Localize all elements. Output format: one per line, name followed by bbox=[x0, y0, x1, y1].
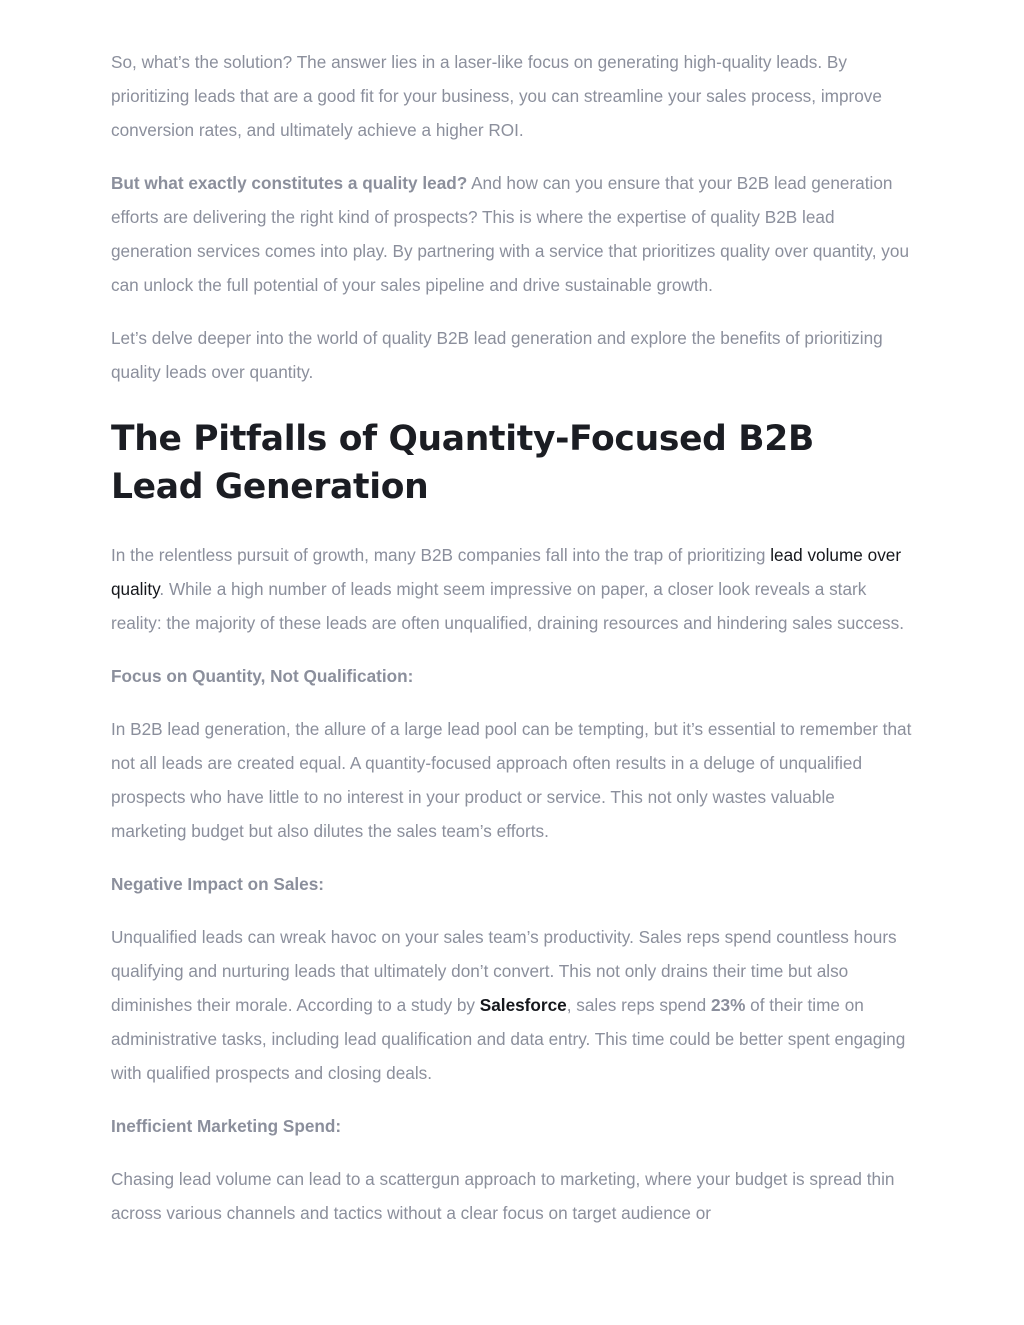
salesforce-link[interactable]: Salesforce bbox=[479, 995, 567, 1015]
section-paragraph-1 bbox=[111, 538, 913, 640]
lead-volume-link[interactable]: lead volume over quality bbox=[111, 545, 902, 599]
subheading-marketing-spend: Inefficient Marketing Spend: bbox=[111, 1116, 342, 1136]
section-paragraph-1-before: In the relentless pursuit of growth, many B2B companies fall into the trap of prioritizing bbox=[111, 545, 771, 565]
section-paragraph-1-after: . While a high number of leads might seem impressive on paper, a closer look reveals a stark reality: the majority of these leads are often unqualified, draining resources and hindering sales success. bbox=[111, 579, 904, 633]
intro-paragraph-2-bold: But what exactly constitutes a quality lead? bbox=[111, 173, 468, 193]
intro-paragraph-1: So, what’s the solution? The answer lies in a laser-like focus on generating high-quality leads. By prioritizing leads that are a good fit for your business, you can streamline your sales process, improve conversion rates, and ultimately achieve a higher ROI. bbox=[111, 52, 882, 140]
intro-paragraph-2-text: And how can you ensure that your B2B lead generation efforts are delivering the right kind of prospects? This is where the expertise of quality B2B lead generation services comes into play. By partnering with a service that prioritizes quality over quantity, you can unlock the full potential of your sales pipeline and drive sustainable growth. bbox=[111, 173, 910, 295]
section-heading: The Pitfalls of Quantity-Focused B2B Lead Generation bbox=[111, 419, 814, 507]
negative-impact-text-before: Unqualified leads can wreak havoc on your sales team’s productivity. Sales reps spend countless hours qualifying and nurturing leads that ultimately don’t convert. This not only drains their time but also diminishes their morale. According to a study by bbox=[111, 927, 897, 1015]
marketing-spend-paragraph: Chasing lead volume can lead to a scattergun approach to marketing, where your budget is spread thin across various channels and tactics without a clear focus on target audience or bbox=[111, 1169, 895, 1223]
subheading-quantity-focus: Focus on Quantity, Not Qualification: bbox=[111, 666, 414, 686]
article-body bbox=[111, 45, 913, 1249]
negative-impact-text-after: of their time on administrative tasks, including lead qualification and data entry. This time could be better spent engaging with qualified prospects and closing deals. bbox=[111, 995, 906, 1083]
negative-impact-text-middle: , sales reps spend bbox=[566, 995, 711, 1015]
subheading-negative-impact: Negative Impact on Sales: bbox=[111, 874, 325, 894]
quantity-focus-paragraph: In B2B lead generation, the allure of a large lead pool can be tempting, but it’s essential to remember that not all leads are created equal. A quantity-focused approach often results in a deluge of unqualified prospects who have little to no interest in your product or service. This not only wastes valuable marketing budget but also dilutes the sales team’s efforts. bbox=[111, 719, 912, 841]
intro-paragraph-3: Let’s delve deeper into the world of quality B2B lead generation and explore the benefits of prioritizing quality leads over quantity. bbox=[111, 328, 883, 382]
negative-impact-paragraph bbox=[111, 920, 913, 1090]
intro-paragraph-2 bbox=[111, 166, 913, 302]
stat-highlight: 23% bbox=[710, 995, 746, 1015]
